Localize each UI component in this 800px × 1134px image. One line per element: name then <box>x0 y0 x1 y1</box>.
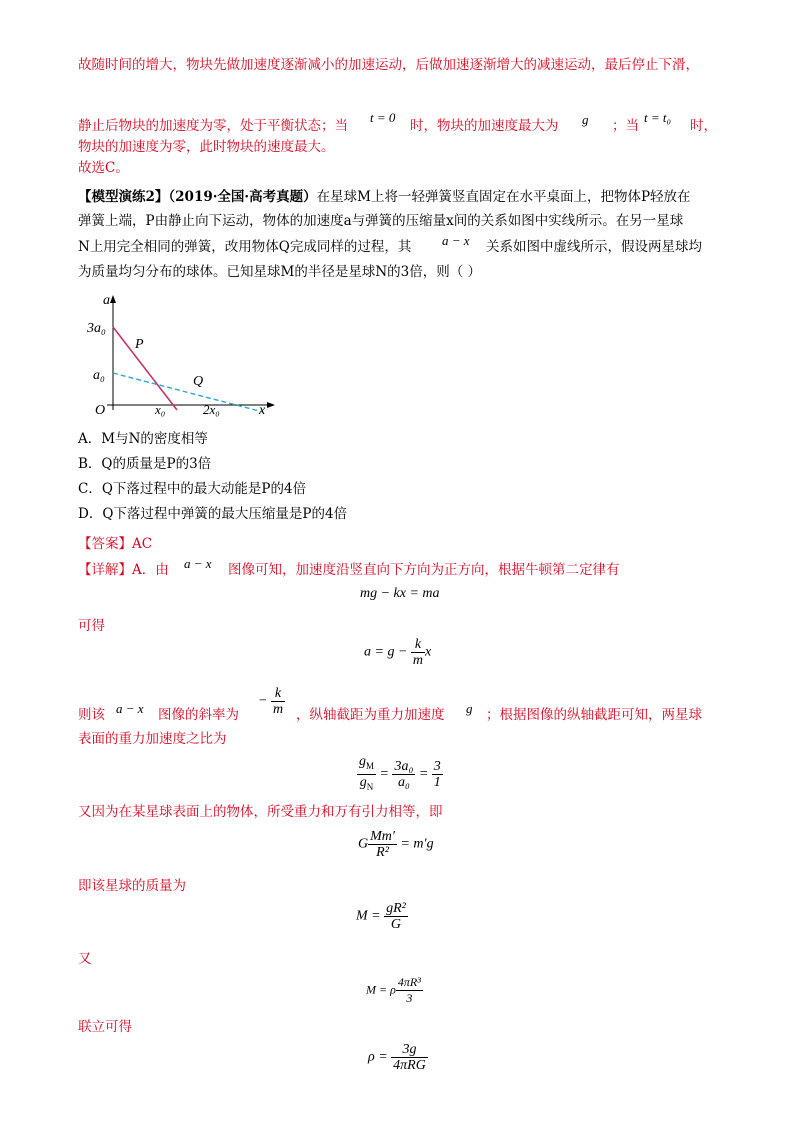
denominator: 4πRG <box>393 1058 426 1073</box>
question-source: （2019·全国·高考真题） <box>168 189 317 205</box>
numerator <box>357 754 376 775</box>
question-line-4: 为质量均匀分布的球体。已知星球M的半径是星球N的3倍，则（ ） <box>78 264 482 280</box>
numerator: 3g <box>391 1042 428 1058</box>
fraction-k-m <box>411 637 425 668</box>
math-g: g <box>582 112 589 127</box>
fraction-Mm-R2 <box>368 829 397 860</box>
question-line-2: 弹簧上端，P由静止向下运动，物体的加速度a与弹簧的压缩量x间的关系如图中实线所示。在另一星球 <box>78 213 684 229</box>
denominator: 3 <box>406 991 413 1005</box>
numerator: 4πR³ <box>397 975 421 989</box>
text-lianli: 联立可得 <box>78 1019 132 1035</box>
option-B: B．Q的质量是P的3倍 <box>78 456 212 472</box>
denominator: R² <box>376 845 389 860</box>
question-tag: 【模型演练2】 <box>78 189 169 205</box>
equation-density-mass <box>366 975 423 1006</box>
math-t-equals-0: t = 0 <box>370 110 396 125</box>
question-line-3 <box>78 237 411 257</box>
numerator: 3a₀ <box>394 758 414 774</box>
label-2x0: 2x₀ <box>203 402 220 417</box>
text-segment: 关系如图中虚线所示，假设两星球均 <box>486 239 702 255</box>
math-g: g <box>466 701 473 716</box>
detail-line-1 <box>78 560 169 580</box>
y-axis-arrow <box>110 295 116 303</box>
denominator: G <box>390 917 402 932</box>
text-you: 又 <box>78 951 92 967</box>
fraction-4piR3-3 <box>396 975 423 1006</box>
text-segment: 图像的斜率为 <box>158 707 239 723</box>
fraction-3a0-a0 <box>392 759 415 790</box>
eq-part: g <box>359 774 367 790</box>
numerator: k <box>271 686 285 702</box>
equation-density <box>368 1042 428 1073</box>
option-D: D．Q下落过程中弹簧的最大压缩量是P的4倍 <box>78 506 348 522</box>
detail-tag: 【详解】 <box>78 562 132 578</box>
detail-line-ratio: 表面的重力加速度之比为 <box>78 731 227 747</box>
text-segment: 时， <box>690 118 717 134</box>
equation-newton: mg − kx = ma <box>360 586 440 601</box>
fraction-k-m <box>271 686 285 717</box>
denominator: m <box>272 702 284 717</box>
x-axis-arrow <box>267 402 275 408</box>
label-a: a <box>103 293 110 308</box>
text-segment: N上用完全相同的弹簧，改用物体Q完成同样的过程，其 <box>78 239 412 255</box>
numerator: Mm′ <box>370 829 395 844</box>
eq-part: G <box>358 836 369 852</box>
text-segment: A．由 <box>132 562 169 578</box>
label-a0: a₀ <box>93 368 105 383</box>
equation-g-ratio: $\frac{g_M}{g_N}$ = $\frac{\text{3a₀}}{\text{a₀}}$ = $\frac{3}{1}$ <box>357 754 443 795</box>
denominator <box>357 775 376 795</box>
numerator: 3 <box>433 758 441 774</box>
text-segment: 图像可知，加速度沿竖直向下方向为正方向，根据牛顿第二定律有 <box>228 562 620 578</box>
math-a-minus-x: a − x <box>442 233 470 248</box>
math-a-minus-x: a − x <box>184 556 212 571</box>
option-A: A．M与N的密度相等 <box>78 431 208 447</box>
fraction-gR2-G <box>384 901 408 932</box>
denominator: a₀ <box>397 774 410 790</box>
text-kede: 可得 <box>78 618 105 634</box>
label-x: x <box>259 403 266 418</box>
math-t-equals-t0: t = t₀ <box>644 110 672 125</box>
label-x0: x₀ <box>155 402 166 417</box>
numerator: k <box>411 637 425 653</box>
subscript: M <box>366 760 375 771</box>
numerator: gR² <box>386 901 406 916</box>
slope-fraction <box>258 686 285 717</box>
eq-part: g <box>359 754 366 769</box>
equation-mass <box>356 901 408 932</box>
detail-line-gravity: 又因为在某星球表面上的物体，所受重力和万有引力相等，即 <box>78 804 443 820</box>
option-C: C．Q下落过程中的最大动能是P的4倍 <box>78 481 307 497</box>
fraction-3-1 <box>432 759 443 790</box>
math-a-minus-x: a − x <box>116 701 144 716</box>
eq-part: − <box>258 693 268 709</box>
text-segment: 在星球M上将一轻弹簧竖直固定在水平桌面上，把物体P轻放在 <box>316 189 691 205</box>
label-3a0: 3a₀ <box>87 321 106 336</box>
detail-line-mass: 即该星球的质量为 <box>78 878 186 894</box>
text-segment: ；当 <box>612 118 639 134</box>
explanation-line-3: 物块的加速度为零，此时物块的速度最大。 <box>78 139 335 155</box>
subscript: N <box>366 781 374 792</box>
line-Q <box>113 373 263 412</box>
eq-part: ρ = <box>368 1049 388 1065</box>
eq-part: x <box>425 644 432 660</box>
text-segment: 时，物块的加速度最大为 <box>410 118 559 134</box>
equation-a <box>364 637 431 668</box>
label-P: P <box>135 337 144 352</box>
eq-part: a = g − <box>364 644 408 660</box>
question-line-1 <box>78 187 691 207</box>
conclusion-line: 故选C。 <box>78 160 129 176</box>
answer-line: 【答案】AC <box>78 536 153 552</box>
eq-part: = m′g <box>400 836 434 852</box>
fraction-3g-4piRG <box>391 1042 428 1073</box>
denominator: m <box>412 653 424 668</box>
eq-part: M = ρ <box>366 982 396 997</box>
a-x-graph <box>85 290 285 420</box>
explanation-line-2 <box>78 116 348 136</box>
text-segment: ；根据图像的纵轴截距可知，两星球 <box>486 707 702 723</box>
explanation-line-1: 故随时间的增大，物块先做加速度逐渐减小的加速运动，后做加速逐渐增大的减速运动，最后停止下滑， <box>78 57 699 73</box>
label-Q: Q <box>193 374 204 389</box>
text-segment: ，纵轴截距为重力加速度 <box>296 707 445 723</box>
text-segment: 静止后物块的加速度为零，处于平衡状态；当 <box>78 118 348 134</box>
label-O: O <box>95 403 106 418</box>
detail-line-slope: 则该 <box>78 707 105 723</box>
equation-gravity <box>358 829 434 860</box>
line-P <box>113 327 177 410</box>
eq-part: M = <box>356 908 381 924</box>
fraction-gM-gN <box>357 754 376 795</box>
denominator: 1 <box>433 774 441 790</box>
